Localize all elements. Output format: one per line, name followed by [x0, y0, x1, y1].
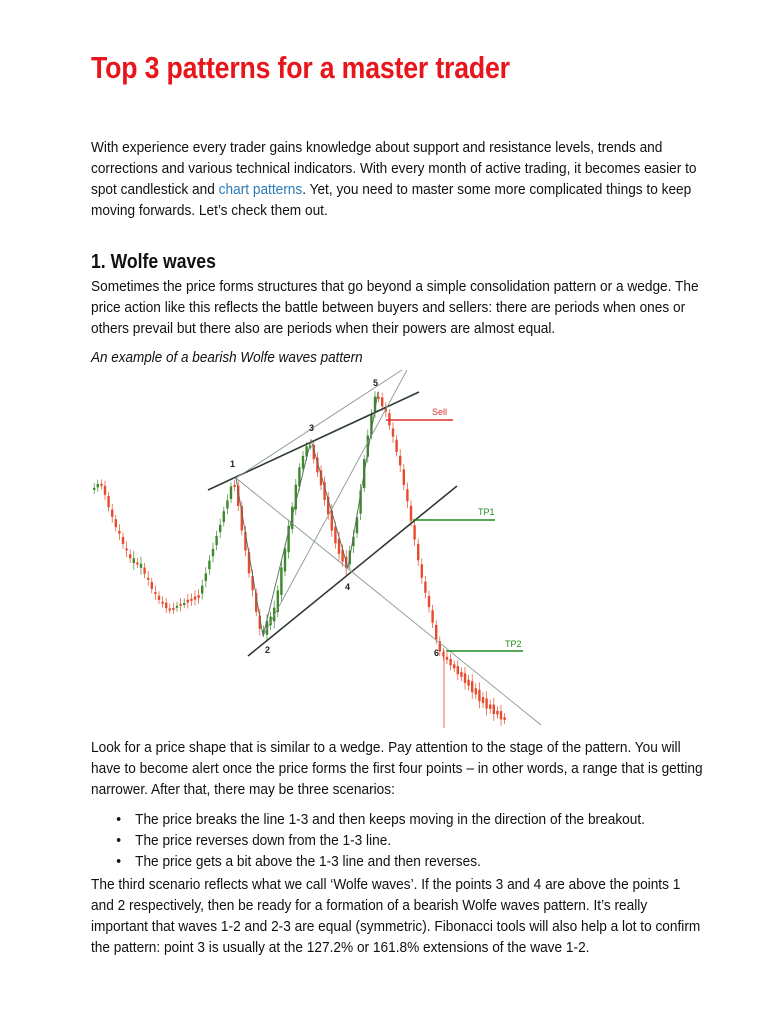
candle-body [176, 606, 178, 608]
candle-body [485, 698, 487, 708]
intro-text-start: With experience every trader gains knowledge about support and resistance levels, trends and corrections and various technical indicators. With every month of active trading, it becomes easier to spot candlestick and [91, 139, 697, 198]
candle-body [406, 489, 408, 501]
candle-body [169, 608, 171, 610]
candle-body [471, 681, 473, 692]
bullet-icon: • [116, 853, 121, 870]
candle-body [453, 664, 455, 668]
candle-body [500, 711, 502, 719]
chart-caption: An example of a bearish Wolfe waves pattern [91, 349, 363, 366]
candle-body [457, 666, 459, 674]
candle-body [183, 603, 185, 605]
candle-body [302, 456, 304, 469]
candle-body [334, 527, 336, 544]
candle-body [467, 680, 469, 686]
point-label: 1 [230, 459, 236, 469]
point-label: 4 [345, 582, 351, 592]
candle-body [158, 596, 160, 600]
candle-body [493, 705, 495, 714]
candle-body [107, 496, 109, 507]
point-label: 2 [265, 645, 271, 655]
chart-patterns-link[interactable]: chart patterns [218, 181, 303, 198]
candle-body [503, 717, 505, 720]
candle-body [395, 440, 397, 452]
candle-body [478, 690, 480, 702]
tp2-label: TP2 [505, 639, 522, 649]
intro-text-end: . Yet, you need to master some more complicated things to keep moving forwards. Let’s check them out. [91, 181, 692, 219]
candle-body [205, 573, 207, 580]
pattern-lines [208, 370, 541, 725]
candle-body [122, 537, 124, 544]
candle-body [151, 582, 153, 589]
scenario-list [91, 809, 703, 872]
candle-body [172, 608, 174, 610]
bullet-icon: • [116, 832, 121, 849]
candle-body [115, 519, 117, 527]
candle-body [377, 397, 379, 399]
candle-body [223, 511, 225, 522]
candle-body [399, 456, 401, 466]
candle-body [230, 486, 232, 498]
candle-body [284, 549, 286, 572]
candle-body [413, 525, 415, 539]
candle-body [140, 564, 142, 568]
fan-line-1-5 [236, 370, 405, 478]
candle-body [129, 554, 131, 558]
candle-body [464, 673, 466, 683]
sell-label: Sell [432, 407, 448, 417]
candle-body [93, 488, 95, 490]
candle-body [421, 564, 423, 577]
point-label: 5 [373, 378, 379, 388]
candle-body [187, 600, 189, 603]
candle-body [449, 659, 451, 665]
point-label: 3 [309, 423, 315, 433]
fan-line-2-5 [263, 370, 407, 636]
candle-body [475, 688, 477, 694]
candle-body [208, 561, 210, 570]
candle-body [190, 599, 192, 601]
candle-body [118, 531, 120, 534]
candle-body [147, 578, 149, 580]
candle-body [197, 595, 199, 598]
candle-body [496, 711, 498, 715]
candle-body [226, 500, 228, 508]
candle-body [143, 568, 145, 574]
intro-paragraph [91, 137, 703, 221]
list-item-text: The price reverses down from the 1-3 line. [135, 832, 392, 849]
tp1-label: TP1 [478, 507, 495, 517]
candle-body [215, 536, 217, 545]
candle-body [489, 704, 491, 708]
candle-body [410, 506, 412, 521]
candle-body [424, 582, 426, 593]
candle-body [179, 604, 181, 606]
candle-body [392, 428, 394, 436]
point-label: 6 [434, 648, 440, 658]
candle-body [428, 596, 430, 607]
candle-body [194, 597, 196, 600]
candle-body [446, 657, 448, 660]
candle-body [212, 549, 214, 556]
candle-body [482, 697, 484, 703]
candle-body [100, 484, 102, 486]
candle-body [97, 484, 99, 487]
candle-body [111, 510, 113, 517]
candle-body [403, 469, 405, 485]
candle-body [233, 485, 235, 487]
candle-body [219, 525, 221, 532]
list-item-text: The price gets a bit above the 1-3 line and then reverses. [135, 853, 481, 870]
candle-body [201, 586, 203, 594]
wedge-paragraph: Look for a price shape that is similar to a wedge. Pay attention to the stage of the pattern. You will have to become alert once the price forms the first four points – in other words, a range that is getting narrower. After that, there may be three scenarios: [91, 739, 703, 798]
candle-body [165, 603, 167, 608]
list-item-text: The price breaks the line 1-3 and then keeps moving in the direction of the breakout. [135, 811, 645, 828]
wolfe-intro-paragraph: Sometimes the price forms structures that go beyond a simple consolidation pattern or a wedge. The price action like this reflects the battle between buyers and sellers: there are periods when ones or others prevail but there also are periods when their powers are almost equal. [91, 278, 699, 337]
candle-body [136, 562, 138, 564]
candle-body [125, 548, 127, 550]
list-item [91, 809, 703, 830]
candle-body [381, 397, 383, 406]
candle-body [280, 568, 282, 595]
candle-body [154, 592, 156, 594]
list-item [91, 830, 703, 851]
candle-body [161, 602, 163, 604]
candle-body [104, 486, 106, 495]
candlesticks [93, 391, 506, 728]
closing-paragraph: The third scenario reflects what we call ‘Wolfe waves’. If the points 3 and 4 are above the points 1 and 2 respectively, then be ready for a formation of a bearish Wolfe waves pattern. It’s really important that waves 1-2 and 2-3 are equal (symmetric). Fibonacci tools will also help a lot to confirm the pattern: point 3 is usually at the 127.2% or 161.8% extensions of the wave 1-2. [91, 876, 701, 956]
candle-body [460, 672, 462, 677]
bullet-icon: • [116, 811, 121, 828]
candle-body [431, 610, 433, 623]
page-title: Top 3 patterns for a master trader [91, 50, 510, 85]
list-item [91, 851, 703, 872]
wolfe-waves-chart [91, 370, 551, 735]
candle-body [133, 558, 135, 563]
section-heading-wolfe-waves: 1. Wolfe waves [91, 251, 216, 273]
candle-body [435, 625, 437, 640]
candle-body [417, 544, 419, 560]
